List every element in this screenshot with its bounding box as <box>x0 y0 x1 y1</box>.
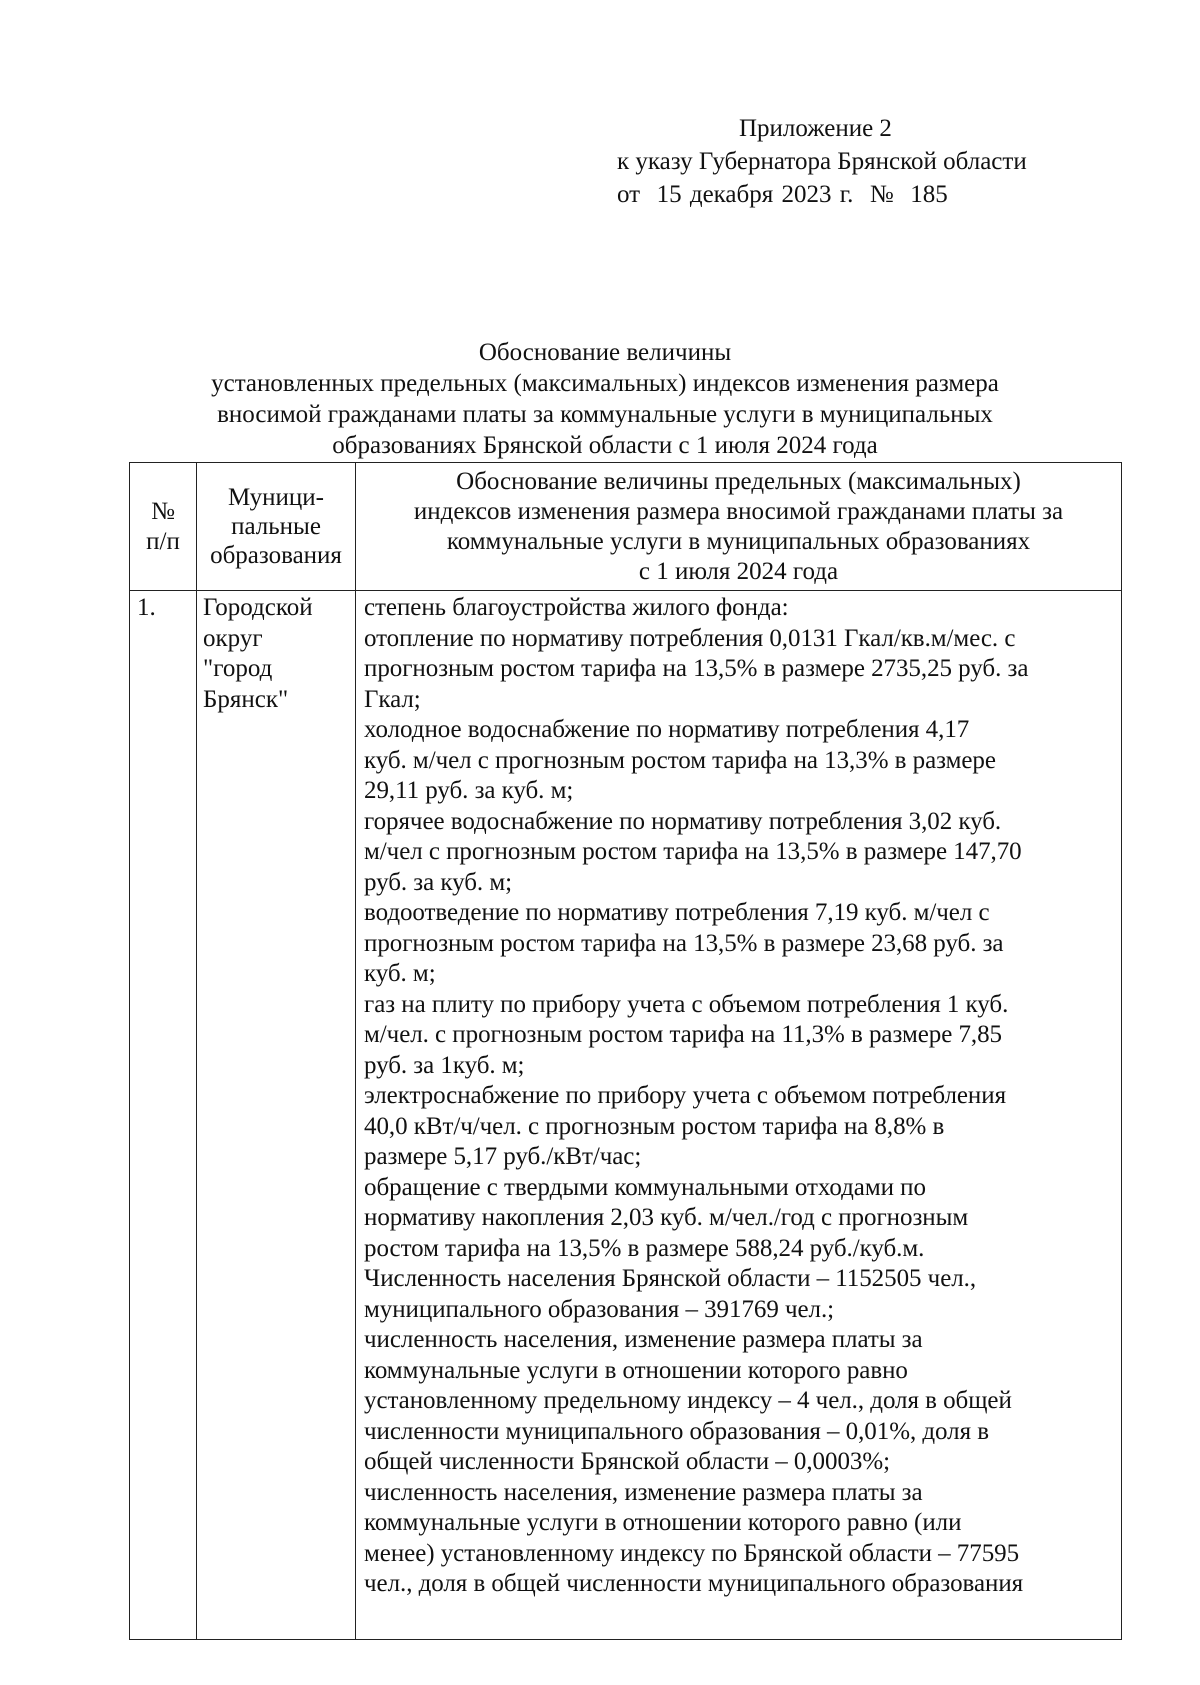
justification-line: общей численности Брянской области – 0,0003%; <box>364 1448 891 1475</box>
justification-line: куб. м/чел с прогнозным ростом тарифа на 13,3% в размере <box>364 746 996 774</box>
header-justification-line: индексов изменения размера вносимой гражданами платы за <box>413 498 1064 525</box>
header-justification-line: коммунальные услуги в муниципальных образованиях <box>446 528 1031 555</box>
justification-line: прогнозным ростом тарифа на 13,5% в размере 23,68 руб. за <box>364 929 1004 957</box>
justification-line: степень благоустройства жилого фонда: <box>364 594 789 621</box>
table-header-row <box>130 463 1122 591</box>
appendix-block <box>617 112 1027 211</box>
table-row <box>130 591 1122 1640</box>
justification-line: нормативу накопления 2,03 куб. м/чел./год с прогнозным <box>364 1204 969 1231</box>
justification-line: руб. за куб. м; <box>364 868 512 896</box>
justification-line: размере 5,17 руб./кВт/час; <box>364 1143 642 1170</box>
row-justification <box>356 591 1122 1640</box>
justification-line: Численность населения Брянской области – 1152505 чел., <box>364 1265 977 1292</box>
row-municipality <box>197 591 356 1640</box>
header-justification <box>356 463 1122 591</box>
justification-line: 40,0 кВт/ч/чел. с прогнозным ростом тарифа на 8,8% в <box>364 1112 945 1140</box>
justification-line: численности муниципального образования – 0,01%, доля в <box>364 1417 989 1445</box>
justification-line: куб. м; <box>364 960 436 987</box>
title-line: Обоснование величины <box>478 339 732 366</box>
municipality-line: Брянск" <box>203 685 289 713</box>
municipality-line: Городской <box>203 594 313 621</box>
justification-line: м/чел. с прогнозным ростом тарифа на 11,3% в размере 7,85 <box>364 1021 1003 1048</box>
justification-line: обращение с твердыми коммунальными отходами по <box>364 1173 926 1201</box>
justification-line: 29,11 руб. за куб. м; <box>364 777 574 804</box>
justification-line: холодное водоснабжение по нормативу потребления 4,17 <box>364 716 970 743</box>
justification-line: установленному предельному индексу – 4 чел., доля в общей <box>364 1387 1012 1414</box>
justification-line: численность населения, изменение размера платы за <box>364 1326 923 1353</box>
justification-line: Гкал; <box>364 685 421 713</box>
justification-line: прогнозным ростом тарифа на 13,5% в размере 2735,25 руб. за <box>364 655 1029 682</box>
justification-line: численность населения, изменение размера платы за <box>364 1478 923 1506</box>
municipality-line: "город <box>203 655 273 682</box>
justification-line: горячее водоснабжение по нормативу потребления 3,02 куб. <box>364 807 1002 835</box>
header-number-line: № <box>151 497 175 525</box>
header-justification-line: с 1 июля 2024 года <box>638 558 839 585</box>
title-line: вносимой гражданами платы за коммунальные услуги в муниципальных <box>217 401 993 428</box>
header-justification-line: Обоснование величины предельных (максимальных) <box>456 468 1021 495</box>
municipality-line: округ <box>203 624 263 652</box>
header-number <box>130 463 197 591</box>
appendix-line-3: от 15 декабря 2023 г. № 185 <box>617 181 948 208</box>
header-number-line: п/п <box>146 527 180 555</box>
row-number: 1. <box>130 591 197 1640</box>
appendix-line-2: к указу Губернатора Брянской области <box>617 148 1027 175</box>
justification-line: м/чел с прогнозным ростом тарифа на 13,5% в размере 147,70 <box>364 838 1022 865</box>
header-municipality-line: Муници- <box>228 484 324 511</box>
justification-line: отопление по нормативу потребления 0,0131 Гкал/кв.м/мес. с <box>364 624 1016 652</box>
justification-line: газ на плиту по прибору учета с объемом потребления 1 куб. <box>364 990 1009 1018</box>
title-line: установленных предельных (максимальных) индексов изменения размера <box>211 370 999 397</box>
justification-line: муниципального образования – 391769 чел.; <box>364 1295 835 1323</box>
justification-line: коммунальные услуги в отношении которого равно (или <box>364 1509 962 1536</box>
justification-line: менее) установленному индексу по Брянской области – 77595 <box>364 1539 1020 1567</box>
header-municipality-line: образования <box>210 542 342 569</box>
title-line: образованиях Брянской области с 1 июля 2024 года <box>332 432 878 459</box>
justification-line: ростом тарифа на 13,5% в размере 588,24 руб./куб.м. <box>364 1234 925 1262</box>
justification-line: электроснабжение по прибору учета с объемом потребления <box>364 1082 1007 1109</box>
document-title <box>130 337 1080 461</box>
header-municipality-line: пальные <box>231 513 321 540</box>
justification-line: чел., доля в общей численности муниципального образования <box>364 1570 1024 1597</box>
appendix-line-1: Приложение 2 <box>739 115 892 142</box>
justification-line: коммунальные услуги в отношении которого равно <box>364 1356 908 1384</box>
header-municipality <box>197 463 356 591</box>
justification-table <box>129 462 1122 1640</box>
justification-line: водоотведение по нормативу потребления 7,19 куб. м/чел с <box>364 899 990 926</box>
justification-line: руб. за 1куб. м; <box>364 1051 525 1079</box>
